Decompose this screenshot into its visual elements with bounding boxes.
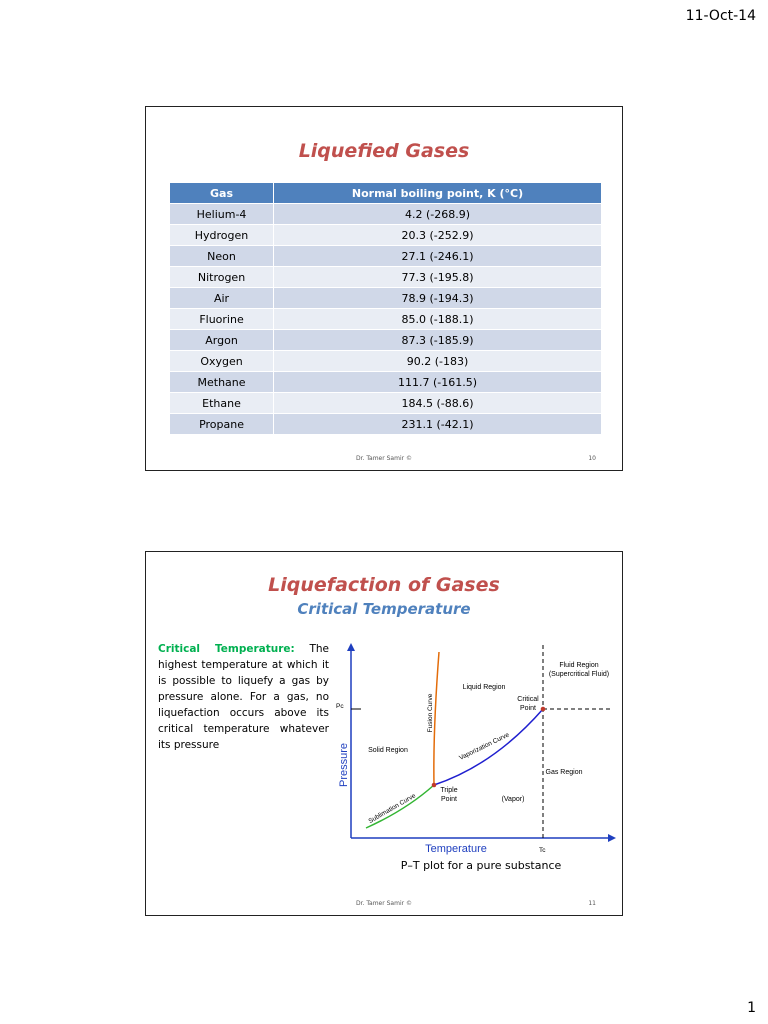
page-date: 11-Oct-14 [685,8,756,24]
slide-liquefied-gases [145,106,623,471]
table-row [170,413,601,434]
fluid-region-label: Fluid Region [559,662,599,669]
gas-name: Ethane [170,392,274,413]
x-axis-label: Temperature [425,843,487,855]
table-header-row [170,183,601,203]
slide-number: 10 [588,455,596,462]
vaporization-curve-label: Vaporization Curve [458,731,511,762]
fusion-curve-label: Fusion Curve [427,693,434,733]
y-axis-label: Pressure [338,742,350,788]
slide-footer: Dr. Tamer Samir © [356,455,412,462]
triple-point-marker [432,783,437,788]
fusion-curve [434,652,439,785]
boiling-point-table [170,183,601,434]
triple-point-label: Point [441,796,457,803]
slide-footer: Dr. Tamer Samir © [356,900,412,907]
gas-name: Nitrogen [170,266,274,287]
boiling-point: 85.0 (-188.1) [274,308,601,329]
boiling-point: 87.3 (-185.9) [274,329,601,350]
boiling-point: 20.3 (-252.9) [274,224,601,245]
definition-term: Critical Temperature: [158,643,295,655]
sublimation-curve-label: Sublimation Curve [367,792,417,826]
pc-label: Pc [336,703,344,710]
boiling-point: 78.9 (-194.3) [274,287,601,308]
boiling-point: 90.2 (-183) [274,350,601,371]
table-row [170,245,601,266]
table-row [170,350,601,371]
critical-point-label: Point [520,705,536,712]
table-row [170,287,601,308]
boiling-point: 4.2 (-268.9) [274,203,601,224]
critical-point-marker [541,707,546,712]
slide-title: Liquefaction of Gases [268,574,500,596]
table-row [170,308,601,329]
triple-label: Triple [440,787,458,794]
critical-label: Critical [517,696,539,703]
slide-subtitle: Critical Temperature [297,600,471,618]
gas-name: Helium-4 [170,203,274,224]
gas-name: Methane [170,371,274,392]
boiling-point: 231.1 (-42.1) [274,413,601,434]
table-row [170,266,601,287]
gas-name: Hydrogen [170,224,274,245]
pt-phase-diagram [336,640,626,855]
table-row [170,203,601,224]
gas-name: Air [170,287,274,308]
vapor-label: (Vapor) [501,796,525,803]
gas-name: Neon [170,245,274,266]
table-row [170,392,601,413]
page-number: 1 [747,1000,756,1016]
boiling-point: 27.1 (-246.1) [274,245,601,266]
slide-title: Liquefied Gases [298,140,470,162]
gas-name: Propane [170,413,274,434]
liquid-region-label: Liquid Region [462,684,506,691]
gas-name: Fluorine [170,308,274,329]
boiling-point: 184.5 (-88.6) [274,392,601,413]
boiling-point: 111.7 (-161.5) [274,371,601,392]
diagram-caption: P–T plot for a pure substance [400,859,562,872]
tc-label: Tc [539,847,546,854]
critical-temperature-definition [158,641,329,753]
table-row [170,329,601,350]
gas-name: Argon [170,329,274,350]
gas-name: Oxygen [170,350,274,371]
gas-region-label: Gas Region [545,769,583,776]
slide-number: 11 [588,900,596,907]
definition-text: The highest temperature at which it is possible to liquefy a gas by pressure alone. For a gas, no liquefaction occurs above its critical temperature whatever its pressure [158,643,330,751]
solid-region-label: Solid Region [368,747,408,754]
table-row [170,371,601,392]
table-row [170,224,601,245]
column-header-boiling-point: Normal boiling point, K (°C) [274,183,601,203]
column-header-gas: Gas [170,183,274,203]
slide-liquefaction-of-gases [145,551,623,916]
boiling-point: 77.3 (-195.8) [274,266,601,287]
supercritical-fluid-label: (Supercritical Fluid) [548,671,610,678]
